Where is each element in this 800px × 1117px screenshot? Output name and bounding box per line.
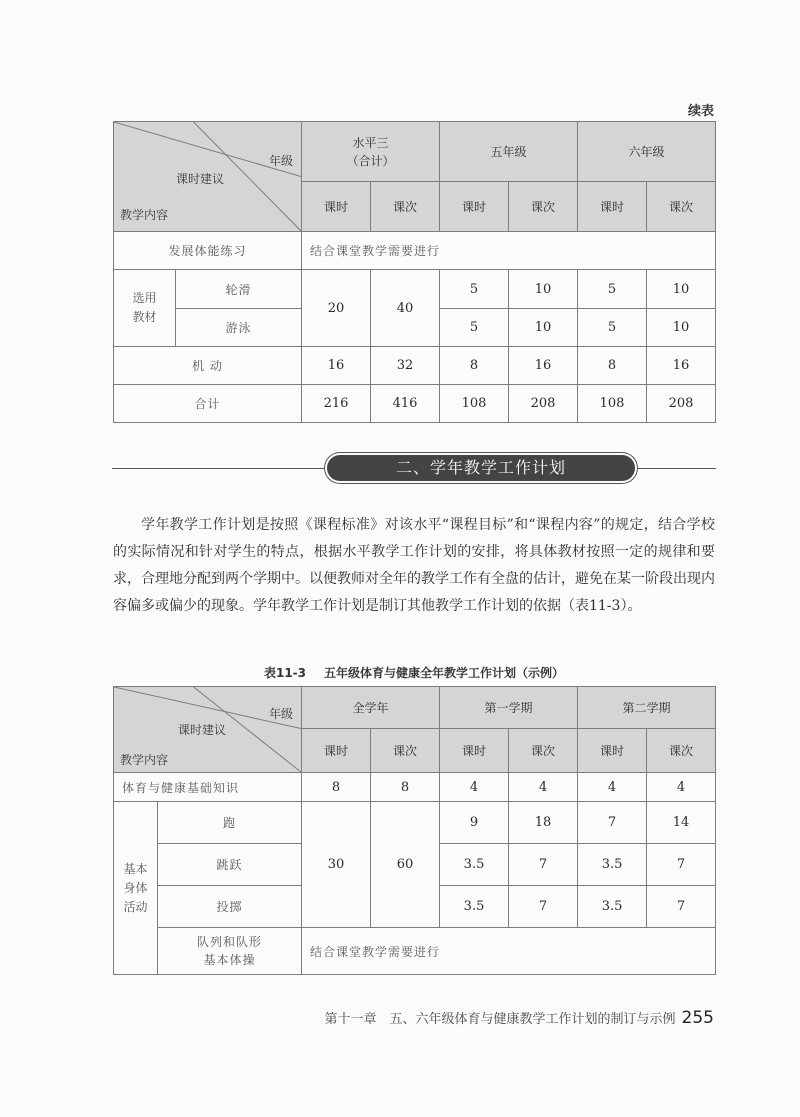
- continued-label: 续表: [687, 104, 714, 119]
- subheader-sessions: 课次: [647, 182, 716, 232]
- row-label-fitness: 发展体能练习: [114, 232, 302, 270]
- table-cell: 108: [440, 385, 509, 423]
- table-cell: 208: [509, 385, 578, 423]
- table-cell: 416: [371, 385, 440, 423]
- table-cell: 7: [509, 844, 578, 886]
- group-line1: 基本: [123, 861, 148, 876]
- subheader-sessions: 课次: [371, 182, 440, 232]
- header-hours-label: 课时建议: [176, 172, 225, 186]
- row-label-flexible: 机 动: [114, 347, 302, 385]
- table-cell: 5: [440, 309, 509, 347]
- table-cell: 4: [440, 773, 509, 802]
- table-cell: 7: [578, 802, 647, 844]
- year-sessions: 60: [371, 802, 440, 928]
- row-label-optional-materials: [114, 270, 176, 347]
- table-corner-header: [114, 122, 302, 232]
- row-label-basic-activities: [114, 802, 158, 975]
- table-cell: 9: [440, 802, 509, 844]
- footer-chapter-text: 第十一章 五、六年级体育与健康教学工作计划的制订与示例: [324, 1012, 676, 1027]
- header-content-label: 教学内容: [120, 753, 169, 767]
- group-line3: 活动: [123, 899, 148, 914]
- header-hours-label: 课时建议: [178, 723, 227, 737]
- header-grade-label: 年级: [268, 154, 293, 168]
- column-grade6: 六年级: [578, 122, 716, 182]
- table-cell: 3.5: [578, 844, 647, 886]
- column-level3: [302, 122, 440, 182]
- row-label-throw: 投掷: [158, 886, 302, 928]
- subheader-hours: 课时: [440, 182, 509, 232]
- table-cell: 10: [647, 309, 716, 347]
- section-title: 二、学年教学工作计划: [327, 455, 635, 481]
- header-content-label: 教学内容: [120, 208, 169, 222]
- subheader-sessions: 课次: [509, 729, 578, 773]
- formation-note: 结合课堂教学需要进行: [302, 928, 716, 975]
- table-cell: 3.5: [440, 886, 509, 928]
- formation-line2: 基本体操: [203, 953, 256, 967]
- page-footer: [325, 1008, 714, 1028]
- row-label-total: 合计: [114, 385, 302, 423]
- subheader-sessions: 课次: [509, 182, 578, 232]
- subheader-hours: 课时: [440, 729, 509, 773]
- table-cell: 7: [647, 886, 716, 928]
- table-cell: 18: [509, 802, 578, 844]
- table-cell: 4: [509, 773, 578, 802]
- grade5-annual-plan-table: [113, 686, 716, 975]
- table-cell: 8: [371, 773, 440, 802]
- page-number: 255: [681, 1008, 714, 1028]
- table-cell: 8: [578, 347, 647, 385]
- optional-line1: 选用: [132, 291, 157, 305]
- section-heading: [112, 455, 716, 483]
- table-cell: 7: [647, 844, 716, 886]
- column-term1: 第一学期: [440, 687, 578, 729]
- table-cell: 216: [302, 385, 371, 423]
- column-level3-line2: （合计）: [346, 153, 395, 168]
- year-hours: 30: [302, 802, 371, 928]
- table-cell: 16: [647, 347, 716, 385]
- optional-line2: 教材: [132, 310, 157, 324]
- table-cell: 32: [371, 347, 440, 385]
- formation-line1: 队列和队形: [196, 935, 262, 949]
- fitness-note: 结合课堂教学需要进行: [302, 232, 716, 270]
- header-grade-label: 年级: [268, 707, 293, 721]
- level3-sessions: 40: [371, 270, 440, 347]
- row-label-swimming: 游泳: [176, 309, 302, 347]
- table-cell: 16: [509, 347, 578, 385]
- table-cell: 8: [302, 773, 371, 802]
- subheader-sessions: 课次: [647, 729, 716, 773]
- table-cell: 5: [578, 309, 647, 347]
- subheader-sessions: 课次: [371, 729, 440, 773]
- table-cell: 8: [440, 347, 509, 385]
- table-cell: 3.5: [440, 844, 509, 886]
- class-hours-table-continued: [113, 121, 716, 423]
- table-caption: [113, 664, 715, 681]
- table-corner-header: [114, 687, 302, 773]
- table-cell: 7: [509, 886, 578, 928]
- row-label-formation: [158, 928, 302, 975]
- table-cell: 10: [647, 270, 716, 309]
- table-cell: 108: [578, 385, 647, 423]
- column-term2: 第二学期: [578, 687, 716, 729]
- table-caption-title: 五年级体育与健康全年教学工作计划（示例）: [324, 666, 565, 680]
- table-cell: 4: [647, 773, 716, 802]
- subheader-hours: 课时: [578, 729, 647, 773]
- table-cell: 3.5: [578, 886, 647, 928]
- table-cell: 14: [647, 802, 716, 844]
- table-caption-number: 表11-3: [263, 666, 306, 680]
- subheader-hours: 课时: [578, 182, 647, 232]
- table-cell: 10: [509, 270, 578, 309]
- column-full-year: 全学年: [302, 687, 440, 729]
- row-label-jump: 跳跃: [158, 844, 302, 886]
- group-line2: 身体: [123, 880, 148, 895]
- column-grade5: 五年级: [440, 122, 578, 182]
- subheader-hours: 课时: [302, 729, 371, 773]
- row-label-skating: 轮滑: [176, 270, 302, 309]
- row-label-run: 跑: [158, 802, 302, 844]
- table-cell: 4: [578, 773, 647, 802]
- table-cell: 208: [647, 385, 716, 423]
- table-cell: 10: [509, 309, 578, 347]
- row-label-health-basics: 体育与健康基础知识: [114, 773, 302, 802]
- body-paragraph: 学年教学工作计划是按照《课程标准》对该水平“课程目标”和“课程内容”的规定，结合学校的实际情况和针对学生的特点，根据水平教学工作计划的安排，将具体教材按照一定的规律和要求，合理地分配到两个学期中。以便教师对全年的教学工作有全盘的估计，避免在某一阶段出现内容偏多或偏少的现象。学年教学工作计划是制订其他教学工作计划的依据（表11-3）。: [113, 517, 715, 614]
- subheader-hours: 课时: [302, 182, 371, 232]
- table-cell: 5: [440, 270, 509, 309]
- table-cell: 5: [578, 270, 647, 309]
- table-cell: 16: [302, 347, 371, 385]
- column-level3-line1: 水平三: [352, 135, 389, 150]
- level3-hours: 20: [302, 270, 371, 347]
